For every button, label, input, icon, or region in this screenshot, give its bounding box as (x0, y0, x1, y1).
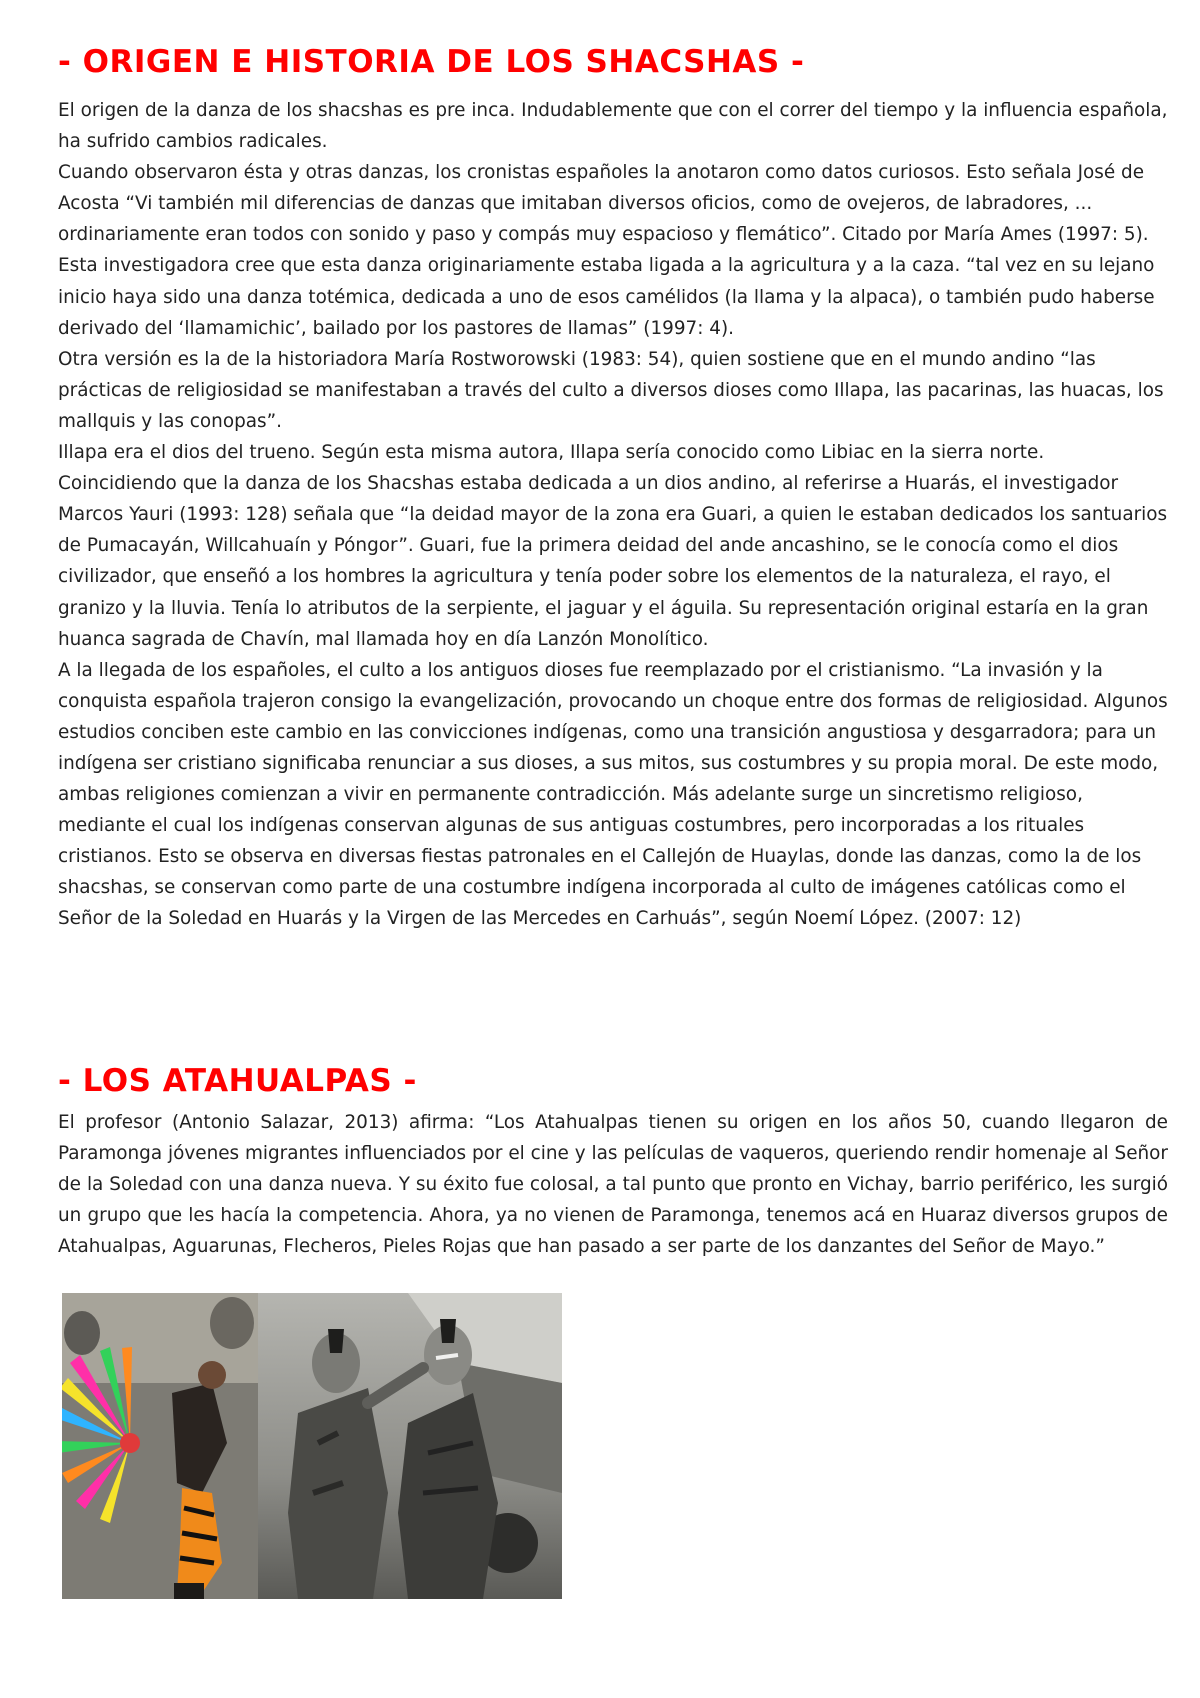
dancer-feather-costume-photo (62, 1293, 258, 1599)
section-title-shacshas: - ORIGEN E HISTORIA DE LOS SHACSHAS - (58, 44, 805, 80)
soldiers-face-paint-photo (258, 1293, 562, 1599)
photo-strip (62, 1293, 562, 1599)
paragraph: Illapa era el dios del trueno. Según esta misma autora, Illapa sería conocido como Libiac en la sierra norte. Coincidiendo que la danza de los Shacshas estaba dedicada a un dios andino, al referirse a Huarás, el investigador Marcos Yauri (1993: 128) señala que “la deidad mayor de la zona era Guari, a quien le estaban dedicados los santuarios de Pumacayán, Willcahuaín y Póngor”. Guari, fue la primera deidad del ande ancashino, se le conocía como el dios civilizador, que enseñó a los hombres la agricultura y tenía poder sobre los elementos de la naturaleza, el rayo, el granizo y la lluvia. Tenía lo atributos de la serpiente, el jaguar y el águila. Su representación original estaría en la gran huanca sagrada de Chavín, mal llamada hoy en día Lanzón Monolítico. (58, 442, 1168, 650)
section-body-shacshas (58, 95, 1168, 935)
paragraph: El origen de la danza de los shacshas es pre inca. Indudablemente que con el correr del tiempo y la influencia española, ha sufrido cambios radicales. (58, 100, 1168, 153)
paragraph: Otra versión es la de la historiadora María Rostworowski (1983: 54), quien sostiene que en el mundo andino “las prácticas de religiosidad se manifestaban a través del culto a diversos dioses como Illapa, las pacarinas, las huacas, los mallquis y las conopas”. (58, 348, 1164, 432)
section-title-atahualpas: - LOS ATAHUALPAS - (58, 1063, 417, 1099)
paragraph: Cuando observaron ésta y otras danzas, los cronistas españoles la anotaron como datos curiosos. Esto señala José de Acosta “Vi también mil diferencias de danzas que imitaban diversos oficios, como de ovejeros, de labradores, ... ordinariamente eran todos con sonido y paso y compás muy espacioso y flemático”. Citado por María Ames (1997: 5). Esta investigadora cree que esta danza originariamente estaba ligada a la agricultura y a la caza. “tal vez en su lejano inicio haya sido una danza totémica, dedicada a uno de esos camélidos (la llama y la alpaca), o también pudo haberse derivado del ‘llamamichic’, bailado por los pastores de llamas” (1997: 4). (58, 162, 1155, 339)
paragraph: A la llegada de los españoles, el culto a los antiguos dioses fue reemplazado por el cristianismo. “La invasión y la conquista española trajeron consigo la evangelización, provocando un choque entre dos formas de religiosidad. Algunos estudios conciben este cambio en las convicciones indígenas, como una transición angustiosa y desgarradora; para un indígena ser cristiano significaba renunciar a sus dioses, a sus mitos, sus costumbres y su propia moral. De este modo, ambas religiones comienzan a vivir en permanente contradicción. Más adelante surge un sincretismo religioso, mediante el cual los indígenas conservan algunas de sus antiguas costumbres, pero incorporadas a los rituales cristianos. Esto se observa en diversas fiestas patronales en el Callejón de Huaylas, donde las danzas, como la de los shacshas, se conservan como parte de una costumbre indígena incorporada al culto de imágenes católicas como el Señor de la Soledad en Huarás y la Virgen de las Mercedes en Carhuás”, según Noemí López. (2007: 12) (58, 659, 1168, 930)
section-body-atahualpas: El profesor (Antonio Salazar, 2013) afirma: “Los Atahualpas tienen su origen en los años 50, cuando llegaron de Paramonga jóvenes migrantes influenciados por el cine y las películas de vaqueros, queriendo rendir homenaje al Señor de la Soledad con una danza nueva. Y su éxito fue colosal, a tal punto que pronto en Vichay, barrio periférico, les surgió un grupo que les hacía la competencia. Ahora, ya no vienen de Paramonga, tenemos acá en Huaraz diversos grupos de Atahualpas, Aguarunas, Flecheros, Pieles Rojas que han pasado a ser parte de los danzantes del Señor de Mayo.” (58, 1112, 1168, 1258)
